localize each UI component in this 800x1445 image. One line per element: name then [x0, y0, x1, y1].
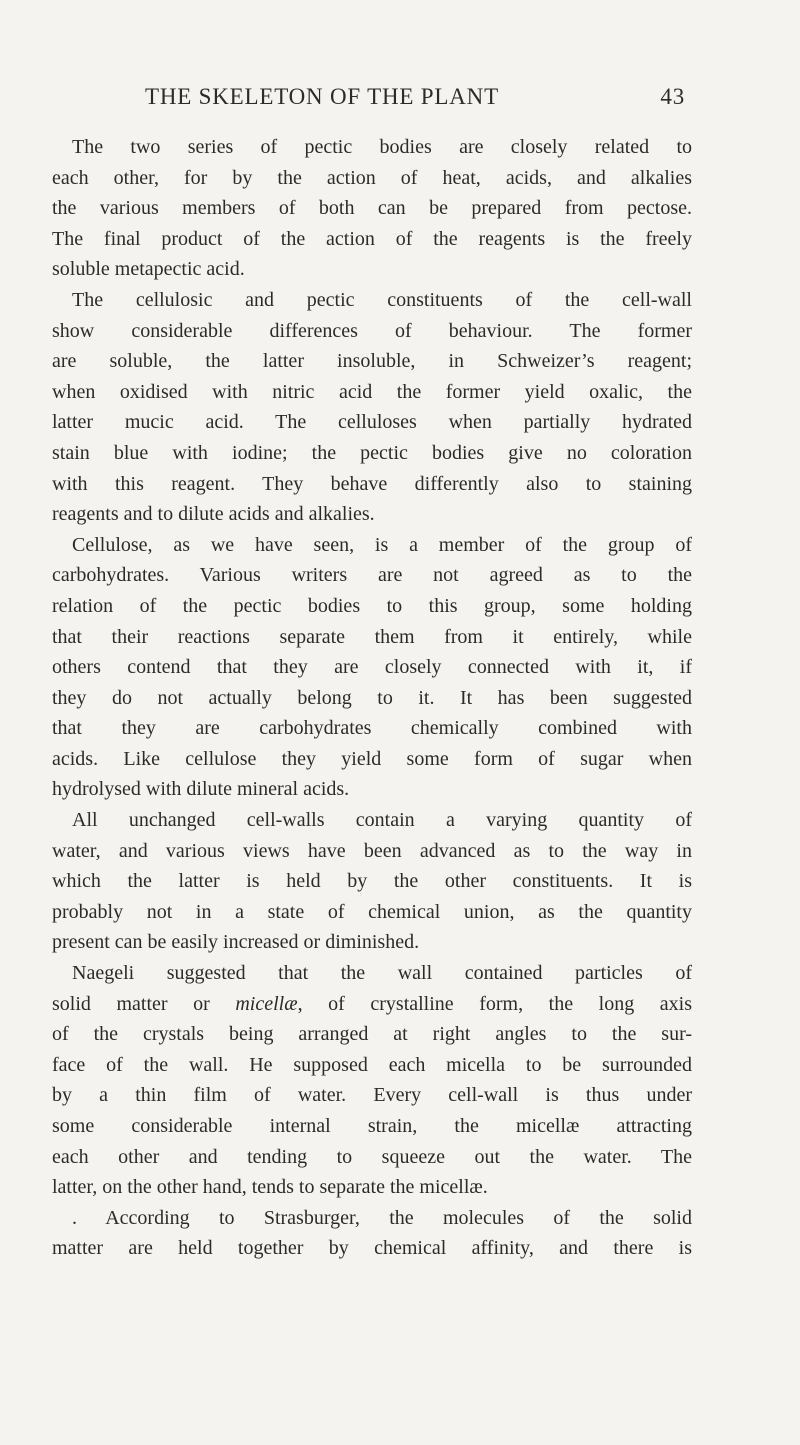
paragraph-pectic-series — [52, 132, 692, 285]
text-line: matter are held together by chemical affinity, and there is — [52, 1237, 692, 1260]
text-line: the various members of both can be prepared from pectose. — [52, 197, 692, 220]
text-line: . According to Strasburger, the molecules of the solid — [72, 1206, 692, 1229]
paragraph-cellulose-carbohydrates — [52, 530, 692, 805]
text-line: relation of the pectic bodies to this group, some holding — [52, 594, 692, 617]
text-line: show considerable differences of behaviour. The former — [52, 319, 692, 342]
text-line-with-italic-term — [52, 989, 692, 1020]
italic-term-micellae: micellæ — [235, 992, 298, 1015]
text-line: when oxidised with nitric acid the former yield oxalic, the — [52, 380, 692, 403]
text-line: Cellulose, as we have seen, is a member of the group of — [72, 533, 692, 556]
text-line: that they are carbohydrates chemically combined with — [52, 717, 692, 740]
text-line: reagents and to dilute acids and alkalies. — [52, 503, 375, 526]
text-line: The two series of pectic bodies are closely related to — [72, 136, 692, 158]
text-line: soluble metapectic acid. — [52, 258, 245, 281]
text-line: stain blue with iodine; the pectic bodies give no coloration — [52, 441, 692, 464]
paragraph-cell-wall-water — [52, 805, 692, 958]
text-line: present can be easily increased or diminished. — [52, 931, 420, 954]
text-line: that their reactions separate them from it entirely, while — [52, 625, 692, 648]
text-fragment: solid matter or — [52, 992, 210, 1015]
text-line: All unchanged cell-walls contain a varying quantity of — [72, 809, 692, 832]
text-line: water, and various views have been advanced as to the way in — [52, 839, 692, 862]
text-line: each other and tending to squeeze out the water. The — [52, 1145, 692, 1168]
text-line: face of the wall. He supposed each micella to be surrounded — [52, 1053, 692, 1076]
text-line: which the latter is held by the other constituents. It is — [52, 870, 692, 893]
text-line: latter, on the other hand, tends to separate the micellæ. — [52, 1176, 488, 1199]
text-line: with this reagent. They behave differently also to staining — [52, 472, 692, 495]
text-line: The final product of the action of the reagents is the freely — [52, 227, 692, 250]
body-text — [52, 132, 692, 1264]
text-line: The cellulosic and pectic constituents of the cell-wall — [72, 288, 692, 311]
text-line: are soluble, the latter insoluble, in Schweizer’s reagent; — [52, 350, 692, 373]
paragraph-cellulosic-pectic — [52, 285, 692, 530]
page-header — [145, 84, 685, 116]
text-line: hydrolysed with dilute mineral acids. — [52, 778, 350, 801]
paragraph-naegeli-micellae — [52, 958, 692, 1203]
text-fragment: , of crystalline form, the long axis — [297, 992, 692, 1015]
text-line: Naegeli suggested that the wall contained particles of — [72, 962, 692, 985]
text-line: latter mucic acid. The celluloses when partially hydrated — [52, 411, 692, 434]
text-line: probably not in a state of chemical union, as the quantity — [52, 900, 692, 923]
paragraph-strasburger — [52, 1203, 692, 1264]
text-line: of the crystals being arranged at right angles to the sur- — [52, 1023, 692, 1046]
text-line: others contend that they are closely connected with it, if — [52, 656, 692, 679]
text-line: carbohydrates. Various writers are not agreed as to the — [52, 564, 692, 587]
text-line: acids. Like cellulose they yield some form of sugar when — [52, 747, 692, 770]
running-head: THE SKELETON OF THE PLANT — [145, 84, 499, 109]
page-number: 43 — [660, 84, 685, 109]
text-line: by a thin film of water. Every cell-wall is thus under — [52, 1084, 692, 1107]
text-line: they do not actually belong to it. It has been suggested — [52, 686, 692, 709]
text-line: some considerable internal strain, the micellæ attracting — [52, 1115, 692, 1137]
text-line: each other, for by the action of heat, acids, and alkalies — [52, 166, 692, 189]
